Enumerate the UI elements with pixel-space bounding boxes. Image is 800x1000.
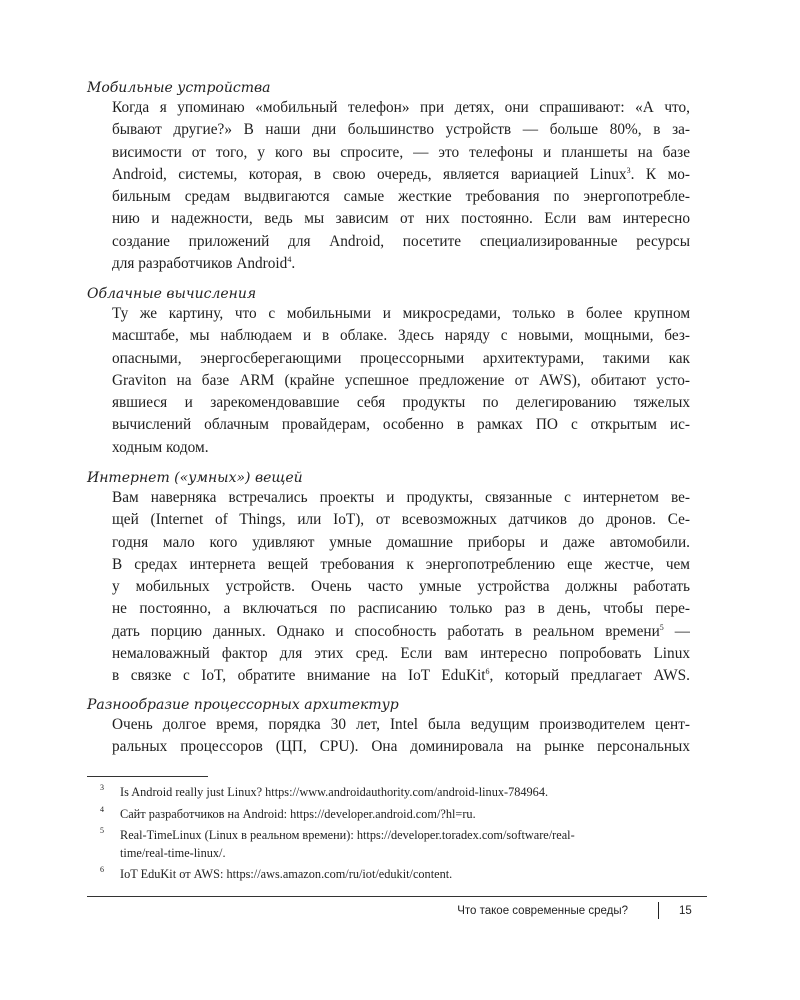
text-line: создание приложений для Android, посетите специализированные ресурсы bbox=[112, 232, 690, 250]
footnote-text: Is Android really just Linux? https://www.androidauthority.com/android-linux-784964. bbox=[120, 785, 549, 799]
running-footer-chapter-title: Что такое современные среды? bbox=[457, 905, 628, 917]
text-line bbox=[112, 164, 690, 186]
section-title-cloud: Облачные вычисления bbox=[87, 286, 257, 302]
footer-separator bbox=[87, 896, 707, 897]
text-fragment: для разработчиков Android bbox=[112, 255, 288, 273]
text-line: Ту же картину, что с мобильными и микросредами, только в более крупном bbox=[112, 305, 690, 322]
text-line: опасными, энергосберегающими процессорными архитектурами, такими как bbox=[112, 349, 690, 367]
footnote-ref-5[interactable]: 5 bbox=[659, 622, 664, 632]
text-fragment: . bbox=[291, 255, 296, 273]
text-line: Вам наверняка встречались проекты и продукты, связанные с интернетом ве- bbox=[112, 489, 690, 506]
text-line: ходным кодом. bbox=[112, 438, 209, 456]
text-line: бильным средам выдвигаются самые жесткие требования по энергопотребле- bbox=[112, 188, 690, 206]
text-line: Graviton на базе ARM (крайне успешное предложение от AWS), обитают усто- bbox=[112, 371, 690, 389]
page-number: 15 bbox=[679, 905, 692, 917]
section-title-architectures: Разнообразие процессорных архитектур bbox=[87, 697, 399, 713]
footnote-text: IoT EduKit от AWS: https://aws.amazon.com/ru/iot/edukit/content. bbox=[120, 867, 453, 881]
footnote-ref-3[interactable]: 3 bbox=[626, 165, 631, 175]
text-fragment: , который предлагает AWS. bbox=[489, 667, 690, 685]
text-line: щей (Internet of Things, или IoT), от всевозможных датчиков до дронов. Се- bbox=[112, 511, 690, 529]
text-line: бывают другие?» В наши дни большинство устройств — больше 80%, в за- bbox=[112, 121, 690, 139]
text-line: висимости от того, у кого вы спросите, — это телефоны и планшеты на базе bbox=[112, 143, 690, 161]
footnote-text: Сайт разработчиков на Android: https://developer.android.com/?hl=ru. bbox=[120, 807, 476, 821]
footnote-text: Real-TimeLinux (Linux в реальном времени): https://developer.toradex.com/software/real- bbox=[120, 828, 575, 842]
paragraph-iot bbox=[112, 487, 690, 688]
text-line: В средах интернета вещей требования к энергопотреблению еще жестче, чем bbox=[112, 555, 690, 573]
text-line: нию и надежности, ведь мы зависим от них постоянно. Если вам интересно bbox=[112, 210, 690, 228]
footnote-number: 6 bbox=[100, 865, 104, 874]
footer-divider bbox=[658, 902, 659, 919]
footnote-text-continued: time/real-time-linux/. bbox=[120, 846, 226, 860]
text-line: Очень долгое время, порядка 30 лет, Intel была ведущим производителем цент- bbox=[112, 716, 690, 733]
section-title-mobile: Мобильные устройства bbox=[87, 80, 271, 96]
text-fragment: в связке с IoT, обратите внимание на IoT EduKit bbox=[112, 667, 486, 685]
text-line: не постоянно, а включаться по расписанию только раз в день, чтобы пере- bbox=[112, 600, 690, 618]
footnote-ref-6[interactable]: 6 bbox=[485, 667, 490, 677]
text-fragment: . К мо- bbox=[630, 165, 690, 183]
text-line: у мобильных устройств. Очень часто умные устройства должны работать bbox=[112, 578, 690, 596]
footnote-ref-4[interactable]: 4 bbox=[287, 255, 292, 265]
footnote-number: 3 bbox=[100, 783, 104, 792]
section-title-iot: Интернет («умных») вещей bbox=[87, 470, 303, 486]
text-line bbox=[112, 665, 690, 687]
text-line: годня мало кого удивляют умные домашние приборы и даже автомобили. bbox=[112, 533, 690, 551]
text-line: вычислений облачным провайдерам, особенно в рамках ПО с открытым ис- bbox=[112, 416, 690, 434]
paragraph-cloud bbox=[112, 303, 690, 459]
text-line bbox=[112, 621, 690, 643]
text-fragment: дать порцию данных. Однако и способность работать в реальном времени bbox=[112, 622, 660, 640]
paragraph-architectures bbox=[112, 714, 690, 759]
text-line: явшиеся и зарекомендовавшие себя продукты по делегированию тяжелых bbox=[112, 394, 690, 412]
text-fragment: — bbox=[663, 622, 690, 640]
text-fragment: Android, системы, которая, в свою очередь, является вариацией Linux bbox=[112, 165, 627, 183]
text-line: масштабе, мы наблюдаем и в облаке. Здесь наряду с новыми, мощными, без- bbox=[112, 327, 690, 345]
text-line bbox=[112, 253, 690, 275]
footnote-number: 4 bbox=[100, 805, 104, 814]
footnote-separator bbox=[87, 776, 208, 777]
text-line: немаловажный фактор для этих сред. Если вам интересно попробовать Linux bbox=[112, 645, 690, 663]
paragraph-mobile bbox=[112, 97, 690, 275]
footnote-5 bbox=[100, 825, 700, 865]
text-line: ральных процессоров (ЦП, CPU). Она доминировала на рынке персональных bbox=[112, 738, 690, 756]
text-line: Когда я упоминаю «мобильный телефон» при детях, они спрашивают: «А что, bbox=[112, 99, 690, 116]
footnote-number: 5 bbox=[100, 826, 104, 835]
